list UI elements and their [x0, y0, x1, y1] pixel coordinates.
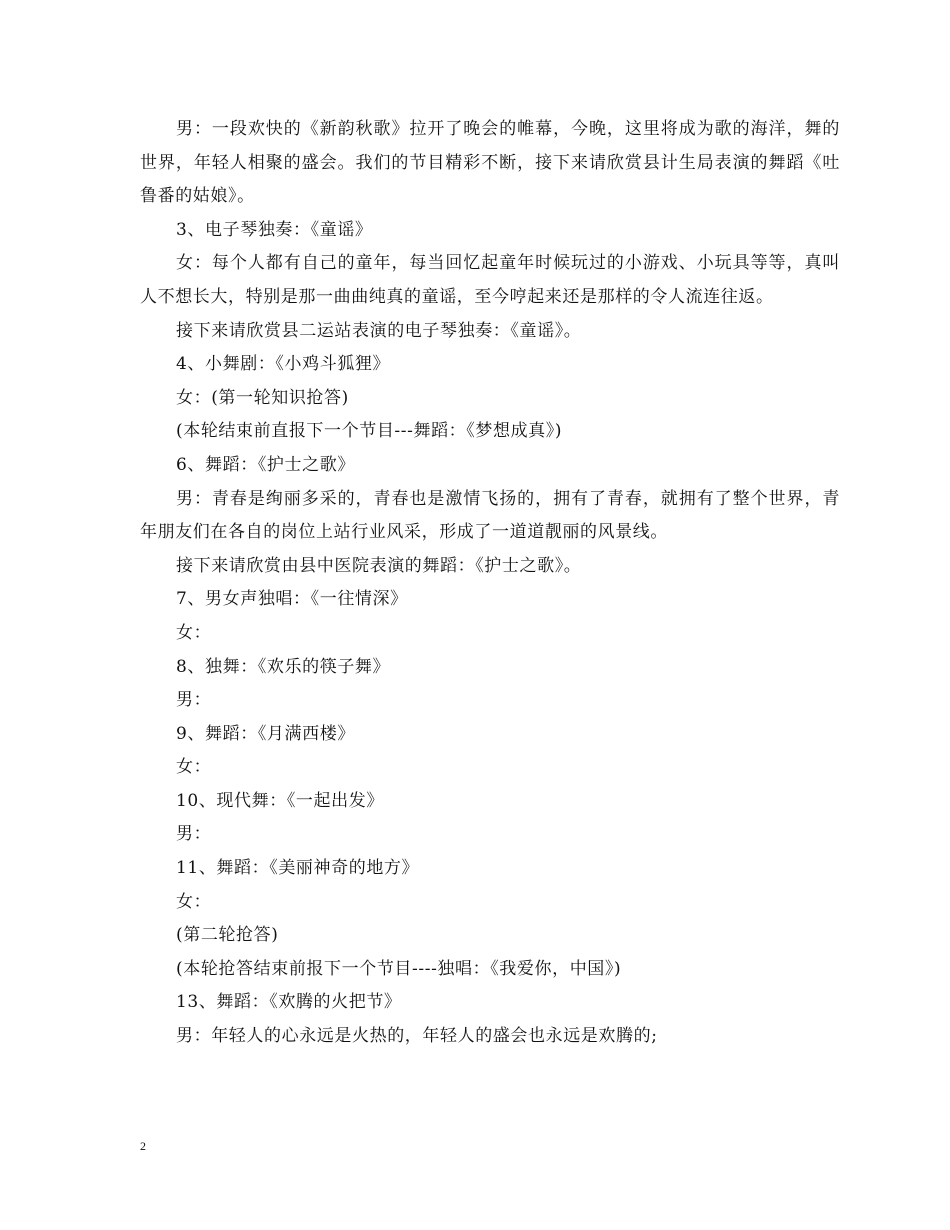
paragraph: 男：年轻人的心永远是火热的，年轻人的盛会也永远是欢腾的;: [176, 1026, 658, 1047]
speaker-line: 女：: [176, 757, 212, 778]
program-item: 3、电子琴独奏：《童谣》: [176, 219, 373, 240]
program-item: 8、独舞：《欢乐的筷子舞》: [176, 656, 391, 677]
program-item: 10、现代舞：《一起出发》: [176, 790, 384, 811]
paragraph: (本轮抢答结束前报下一个节目----独唱：《我爱你，中国》): [176, 958, 622, 979]
speaker-line: 男：: [176, 824, 212, 845]
paragraph: 女：(第一轮知识抢答): [176, 387, 349, 408]
program-item: 7、男女声独唱：《一往情深》: [176, 589, 408, 610]
paragraph: 男：一段欢快的《新韵秋歌》拉开了晚会的帷幕，今晚，这里将成为歌的海洋，舞的世界，年轻人相聚的盛会。我们的节目精彩不断，接下来请欣赏县计生局表演的舞蹈《吐鲁番的姑娘》。: [140, 119, 840, 207]
paragraph: 男：青春是绚丽多采的，青春也是激情飞扬的，拥有了青春，就拥有了整个世界，青年朋友们在各自的岗位上站行业风采，形成了一道道靓丽的风景线。: [140, 488, 840, 543]
program-item: 13、舞蹈：《欢腾的火把节》: [176, 992, 402, 1013]
speaker-line: 男：: [176, 690, 212, 711]
document-body: [140, 113, 840, 1054]
paragraph: 接下来请欣赏由县中医院表演的舞蹈：《护士之歌》。: [176, 555, 582, 576]
speaker-line: 女：: [176, 891, 212, 912]
paragraph: (第二轮抢答): [176, 925, 279, 946]
program-item: 9、舞蹈：《月满西楼》: [176, 723, 355, 744]
page-number: 2: [140, 1139, 146, 1153]
paragraph: (本轮结束前直报下一个节目---舞蹈：《梦想成真》): [176, 421, 563, 442]
program-item: 11、舞蹈：《美丽神奇的地方》: [176, 858, 420, 879]
paragraph: 接下来请欣赏县二运站表演的电子琴独奏：《童谣》。: [176, 320, 582, 341]
speaker-line: 女：: [176, 622, 212, 643]
program-item: 6、舞蹈：《护士之歌》: [176, 454, 355, 475]
program-item: 4、小舞剧：《小鸡斗狐狸》: [176, 354, 391, 375]
paragraph: 女：每个人都有自己的童年，每当回忆起童年时候玩过的小游戏、小玩具等等，真叫人不想长大，特别是那一曲曲纯真的童谣，至今哼起来还是那样的令人流连往返。: [140, 253, 840, 307]
